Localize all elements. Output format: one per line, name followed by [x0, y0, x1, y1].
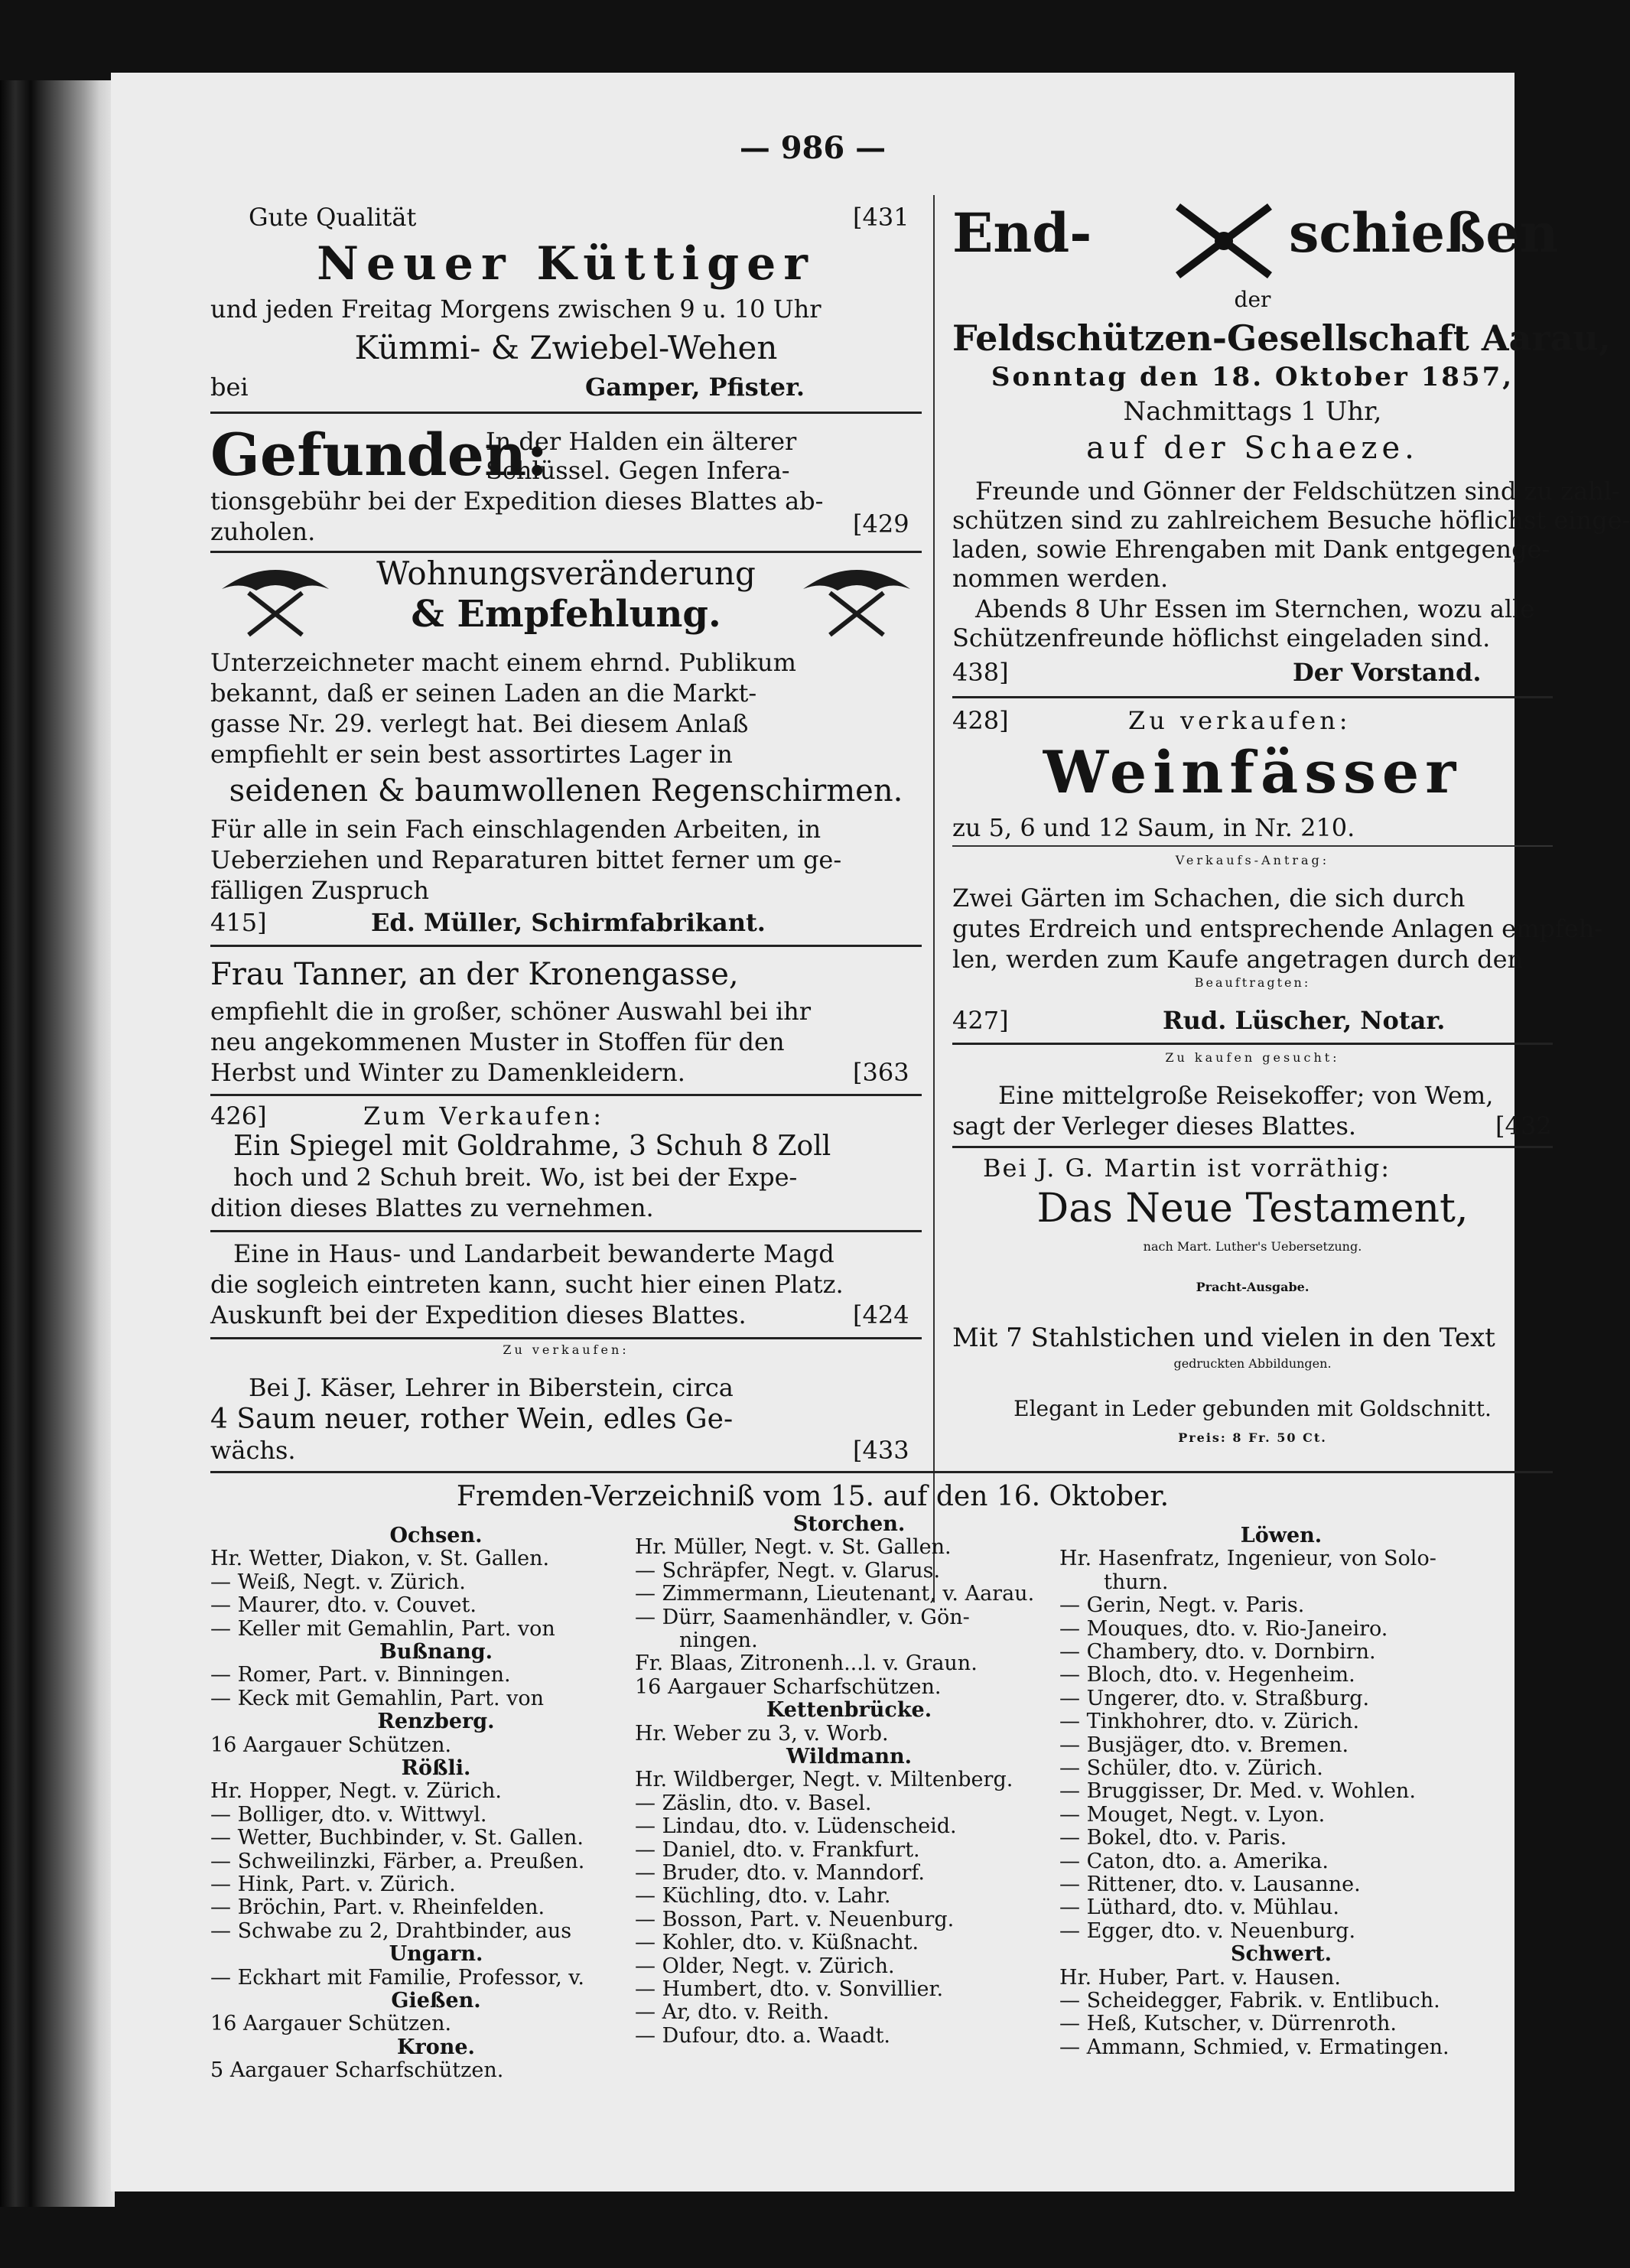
ad-426-number: 426]: [210, 1101, 267, 1131]
ad-438-time: Nachmittags 1 Uhr,: [1123, 396, 1382, 427]
book-line: nach Mart. Luther's Uebersetzung.: [1143, 1239, 1362, 1254]
guest-entry: 5 Aargauer Scharfschützen.: [210, 2058, 504, 2083]
ad-438-number: 438]: [952, 658, 1009, 687]
ad-415-number: 415]: [210, 908, 267, 937]
ad-433-line: 4 Saum neuer, rother Wein, edles Ge-: [210, 1404, 734, 1435]
guest-entry: — Heß, Kutscher, v. Dürrenroth.: [1059, 2012, 1397, 2036]
book-line: gedruckten Abbildungen.: [1173, 1356, 1332, 1371]
divider: [210, 1230, 922, 1232]
guest-entry: — Rittener, dto. v. Lausanne.: [1059, 1873, 1361, 1896]
guest-entry: — Bruder, dto. v. Manndorf.: [635, 1861, 925, 1885]
ad-429-line: In der Halden ein älterer: [486, 427, 797, 456]
ad-438-date: Sonntag den 18. Oktober 1857,: [991, 362, 1515, 392]
ad-363-line: empfiehlt die in großer, schöner Auswahl bei ihr: [210, 997, 812, 1026]
ad-438-title: schießen: [1289, 201, 1559, 265]
ad-431-bei: bei: [210, 373, 249, 402]
hotel-name: Wildmann.: [786, 1745, 912, 1769]
ad-426-line: dition dieses Blattes zu vernehmen.: [210, 1193, 654, 1222]
book-line: Elegant in Leder gebunden mit Goldschnitt.: [1013, 1396, 1492, 1421]
guest-entry: — Eckhart mit Familie, Professor, v.: [210, 1965, 584, 1990]
ad-415-line: Unterzeichneter macht einem ehrnd. Publikum: [210, 648, 796, 677]
guest-entry: — Bokel, dto. v. Paris.: [1059, 1826, 1287, 1850]
guest-entry: — Zäslin, dto. v. Basel.: [635, 1791, 872, 1815]
guest-entry: — Maurer, dto. v. Couvet.: [210, 1593, 477, 1618]
ad-427-number: 427]: [952, 1006, 1009, 1035]
guest-entry: — Dufour, dto. a. Waadt.: [635, 2023, 891, 2048]
guest-entry: — Küchling, dto. v. Lahr.: [635, 1884, 891, 1908]
ad-431-number: [431: [853, 203, 909, 232]
ad-431-line: und jeden Freitag Morgens zwischen 9 u. 10 Uhr: [210, 294, 822, 324]
ad-426-line: hoch und 2 Schuh breit. Wo, ist bei der Expe-: [233, 1163, 798, 1192]
guest-entry: — Ammann, Schmied, v. Ermatingen.: [1059, 2035, 1449, 2059]
ad-438-title: End-: [952, 201, 1092, 265]
ad-429-line: zuholen.: [210, 517, 316, 546]
ad-415-line: gasse Nr. 29. verlegt hat. Bei diesem Anlaß: [210, 709, 749, 738]
guest-entry: — Gerin, Negt. v. Paris.: [1059, 1593, 1305, 1618]
ad-438-line: der: [1234, 287, 1271, 312]
guest-entry: — Humbert, dto. v. Sonvillier.: [635, 1977, 944, 2001]
guest-entry: — Romer, Part. v. Binningen.: [210, 1663, 511, 1687]
divider: [952, 1043, 1553, 1045]
ad-429-number: [429: [853, 509, 909, 539]
hotel-name: Bußnang.: [379, 1640, 493, 1664]
ad-431-product: Kümmi- & Zwiebel-Wehen: [354, 329, 778, 366]
guest-register-title: Fremden-Verzeichniß vom 15. auf den 16. Oktober.: [456, 1481, 1170, 1512]
hotel-name: Storchen.: [792, 1512, 906, 1536]
ad-438-society: Feldschützen-Gesellschaft Aarau,: [952, 317, 1611, 359]
guest-entry: — Caton, dto. a. Amerika.: [1059, 1849, 1329, 1873]
ad-429-headline: Gefunden:: [210, 421, 548, 489]
ad-426-line: Ein Spiegel mit Goldrahme, 3 Schuh 8 Zoll: [233, 1131, 831, 1162]
guest-entry: — Chambery, dto. v. Dornbirn.: [1059, 1640, 1376, 1664]
guest-entry: — Bosson, Part. v. Neuenburg.: [635, 1907, 955, 1931]
ad-432-number: [432: [1495, 1111, 1552, 1141]
ad-438-body: schützen sind zu zahlreichem Besuche höflichst einge-: [952, 506, 1630, 535]
ad-363-number: [363: [853, 1058, 909, 1087]
guest-entry: Hr. Wildberger, Negt. v. Miltenberg.: [635, 1768, 1013, 1792]
guest-entry: — Lüthard, dto. v. Mühlau.: [1059, 1895, 1340, 1920]
ad-415-line: fälligen Zuspruch: [210, 876, 430, 905]
column-divider: [933, 195, 935, 1603]
divider: [952, 696, 1553, 698]
ad-438-signature: Der Vorstand.: [1293, 658, 1482, 687]
guest-entry: — Tinkhohrer, dto. v. Zürich.: [1059, 1710, 1360, 1734]
guest-entry: — Schüler, dto. v. Zürich.: [1059, 1756, 1323, 1780]
guest-entry: — Schräpfer, Negt. v. Glarus.: [635, 1558, 941, 1583]
guest-entry: — Kohler, dto. v. Küßnacht.: [635, 1931, 919, 1955]
guest-entry: thurn.: [1104, 1570, 1169, 1594]
ad-438-body: Freunde und Gönner der Feldschützen sind zu zahl-: [975, 477, 1620, 506]
guest-entry: — Ar, dto. v. Reith.: [635, 2000, 830, 2025]
guest-entry: — Zimmermann, Lieutenant, v. Aarau.: [635, 1582, 1035, 1606]
divider: [952, 1146, 1553, 1148]
hotel-name: Schwert.: [1230, 1942, 1332, 1967]
book-line: Mit 7 Stahlstichen und vielen in den Text: [952, 1323, 1495, 1353]
book-line: Bei J. G. Martin ist vorräthig:: [983, 1154, 1391, 1183]
guest-entry: Fr. Blaas, Zitronenh...l. v. Graun.: [635, 1651, 978, 1676]
book-binding: [0, 80, 115, 2207]
guest-entry: — Egger, dto. v. Neuenburg.: [1059, 1918, 1356, 1943]
ad-428-line: zu 5, 6 und 12 Saum, in Nr. 210.: [952, 813, 1355, 842]
book-title: Das Neue Testament,: [1036, 1186, 1469, 1232]
ad-363-line: Frau Tanner, an der Kronengasse,: [210, 957, 739, 992]
guest-entry: — Dürr, Saamenhändler, v. Gön-: [635, 1605, 970, 1629]
guest-entry: — Bröchin, Part. v. Rheinfelden.: [210, 1895, 545, 1920]
guest-entry: Hr. Hasenfratz, Ingenieur, von Solo-: [1059, 1547, 1436, 1571]
ad-415-line: empfiehlt er sein best assortirtes Lager in: [210, 740, 733, 769]
divider: [210, 1471, 1553, 1473]
guest-entry: — Schwabe zu 2, Drahtbinder, aus: [210, 1918, 572, 1943]
ad-427-heading: Verkaufs-Antrag:: [1175, 853, 1330, 867]
ad-431-quality: Gute Qualität: [249, 203, 417, 232]
guest-entry: 16 Aargauer Scharfschützen.: [635, 1674, 942, 1699]
guest-entry: — Older, Negt. v. Zürich.: [635, 1954, 895, 1978]
guest-entry: — Bolliger, dto. v. Wittwyl.: [210, 1802, 487, 1827]
guest-entry: — Keck mit Gemahlin, Part. von: [210, 1686, 545, 1710]
ad-415-signature: Ed. Müller, Schirmfabrikant.: [371, 908, 766, 937]
ad-424-line: Eine in Haus- und Landarbeit bewanderte Magd: [233, 1239, 835, 1268]
ad-415-line: Für alle in sein Fach einschlagenden Arbeiten, in: [210, 815, 822, 844]
hotel-name: Löwen.: [1240, 1524, 1323, 1547]
guest-entry: — Mouget, Negt. v. Lyon.: [1059, 1802, 1326, 1827]
ad-426-heading: Zum Verkaufen:: [363, 1101, 605, 1131]
guest-entry: Hr. Wetter, Diakon, v. St. Gallen.: [210, 1547, 550, 1571]
guest-entry: — Hink, Part. v. Zürich.: [210, 1873, 456, 1896]
guest-entry: Hr. Weber zu 3, v. Worb.: [635, 1721, 889, 1746]
ad-429-line: Schlüssel. Gegen Infera-: [486, 456, 790, 485]
ad-415-subheading: & Empfehlung.: [411, 593, 721, 636]
ad-438-body: laden, sowie Ehrengaben mit Dank entgegenge-: [952, 535, 1550, 564]
ad-427-line: Beauftragten:: [1194, 975, 1311, 990]
ad-424-line: die sogleich eintreten kann, sucht hier einen Platz.: [210, 1270, 844, 1299]
ad-427-line: len, werden zum Kaufe angetragen durch den: [952, 945, 1524, 974]
guest-entry: Hr. Huber, Part. v. Hausen.: [1059, 1965, 1341, 1990]
hotel-name: Rößli.: [401, 1756, 471, 1780]
ad-438-body: nommen werden.: [952, 564, 1169, 593]
ad-433-line: wächs.: [210, 1436, 296, 1465]
hotel-name: Kettenbrücke.: [766, 1698, 932, 1723]
divider: [210, 1337, 922, 1339]
divider: [210, 1094, 922, 1096]
ad-438-body: Schützenfreunde höflichst eingeladen sind.: [952, 623, 1491, 652]
newspaper-page: [111, 73, 1630, 2192]
ad-438-place: auf der Schaeze.: [1086, 431, 1419, 466]
hotel-name: Renzberg.: [377, 1710, 495, 1734]
guest-entry: — Weiß, Negt. v. Zürich.: [210, 1570, 466, 1594]
hotel-name: Ungarn.: [389, 1942, 483, 1967]
guest-entry: — Mouques, dto. v. Rio-Janeiro.: [1059, 1616, 1388, 1641]
page-number: — 986 —: [739, 130, 887, 166]
guest-entry: — Bloch, dto. v. Hegenheim.: [1059, 1663, 1355, 1687]
ad-438-body: Abends 8 Uhr Essen im Sternchen, wozu alle: [975, 594, 1535, 623]
guest-entry: Hr. Hopper, Negt. v. Zürich.: [210, 1779, 503, 1804]
ad-427-signature: Rud. Lüscher, Notar.: [1163, 1006, 1446, 1035]
guest-entry: — Lindau, dto. v. Lüdenscheid.: [635, 1814, 957, 1839]
ad-433-heading: Zu verkaufen:: [503, 1342, 630, 1357]
ad-427-line: Zwei Gärten im Schachen, die sich durch: [952, 883, 1466, 913]
ad-429-line: tionsgebühr bei der Expedition dieses Blattes ab-: [210, 486, 824, 516]
ad-415-line: bekannt, daß er seinen Laden an die Markt-: [210, 678, 757, 708]
ad-432-line: sagt der Verleger dieses Blattes.: [952, 1111, 1357, 1141]
guest-entry: — Scheidegger, Fabrik. v. Entlibuch.: [1059, 1989, 1440, 2013]
ad-427-line: gutes Erdreich und entsprechende Anlagen empfeh-: [952, 914, 1603, 943]
hotel-name: Krone.: [397, 2035, 475, 2059]
ad-432-heading: Zu kaufen gesucht:: [1165, 1050, 1340, 1065]
guest-entry: — Daniel, dto. v. Frankfurt.: [635, 1837, 920, 1862]
book-price: Preis: 8 Fr. 50 Ct.: [1178, 1430, 1327, 1445]
divider: [952, 845, 1553, 847]
ad-415-line: Ueberziehen und Reparaturen bittet ferner um ge-: [210, 845, 842, 874]
umbrella-emblem-icon: [799, 558, 914, 643]
ad-432-line: Eine mittelgroße Reisekoffer; von Wem,: [998, 1081, 1494, 1110]
guest-entry: — Busjäger, dto. v. Bremen.: [1059, 1733, 1349, 1757]
guest-entry: Hr. Müller, Negt. v. St. Gallen.: [635, 1535, 952, 1560]
ad-428-number: 428]: [952, 706, 1009, 735]
ad-433-line: Bei J. Käser, Lehrer in Biberstein, circa: [249, 1373, 734, 1402]
book-edition: Pracht-Ausgabe.: [1196, 1280, 1310, 1294]
guest-entry: — Wetter, Buchbinder, v. St. Gallen.: [210, 1826, 584, 1850]
guest-entry: — Bruggisser, Dr. Med. v. Wohlen.: [1059, 1779, 1416, 1804]
crossed-rifles-icon: [1170, 199, 1277, 283]
guest-entry: — Keller mit Gemahlin, Part. von: [210, 1616, 555, 1641]
ad-431-title: Neuer Küttiger: [317, 237, 815, 291]
guest-entry: 16 Aargauer Schützen.: [210, 2012, 452, 2036]
ad-415-heading: Wohnungsveränderung: [376, 555, 756, 592]
guest-entry: — Ungerer, dto. v. Straßburg.: [1059, 1686, 1370, 1710]
divider: [210, 945, 922, 947]
guest-entry: 16 Aargauer Schützen.: [210, 1733, 452, 1757]
ad-363-line: Herbst und Winter zu Damenkleidern.: [210, 1058, 685, 1087]
hotel-name: Gießen.: [391, 1989, 481, 2013]
ad-424-number: [424: [853, 1300, 909, 1329]
ad-428-heading: Zu verkaufen:: [1128, 706, 1352, 735]
divider: [210, 412, 922, 414]
ad-424-line: Auskunft bei der Expedition dieses Blattes.: [210, 1300, 747, 1329]
ad-428-title: Weinfässer: [1043, 738, 1462, 806]
guest-entry: ningen.: [679, 1629, 758, 1652]
ad-415-product: seidenen & baumwollenen Regenschirmen.: [229, 773, 903, 809]
hotel-name: Ochsen.: [389, 1524, 483, 1547]
ad-431-seller: Gamper, Pfister.: [585, 373, 805, 402]
ad-363-line: neu angekommenen Muster in Stoffen für den: [210, 1027, 785, 1056]
guest-entry: — Schweilinzki, Färber, a. Preußen.: [210, 1849, 585, 1873]
ad-433-number: [433: [853, 1436, 909, 1465]
divider: [210, 551, 922, 553]
